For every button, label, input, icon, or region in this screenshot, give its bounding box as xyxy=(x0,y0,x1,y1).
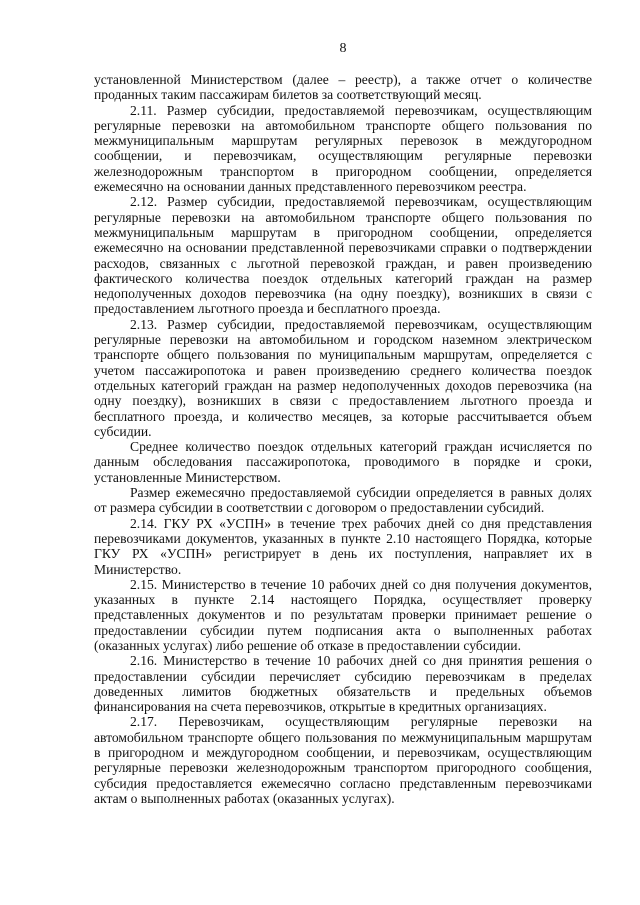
paragraph-2-17: 2.17. Перевозчикам, осуществляющим регулярные перевозки на автомобильном транспорте общего пользования по межмуниципальным маршрутам в пригородном и междугородном сообщении, и перевозчикам, осуществляющим регулярные перевозки железнодорожным транспортом пригородного сообщения, субсидия предоставляется ежемесячно согласно представленным перевозчиками актам о выполненных работах (оказанных услугах). xyxy=(94,714,592,806)
paragraph-2-15: 2.15. Министерство в течение 10 рабочих дней со дня получения документов, указанных в пункте 2.14 настоящего Порядка, осуществляет проверку представленных документов и по результатам проверки принимает решение о предоставлении субсидии путем подписания акта о выполненных работах (оказанных услугах) либо решение об отказе в предоставлении субсидии. xyxy=(94,576,592,653)
document-page xyxy=(94,40,592,806)
paragraph-2-16: 2.16. Министерство в течение 10 рабочих дней со дня принятия решения о предоставлении субсидии перечисляет субсидию перевозчикам в пределах доведенных лимитов бюджетных обязательств и предельных объемов финансирования на счета перевозчиков, открытые в кредитных организациях. xyxy=(94,653,592,715)
paragraph-average-trips: Среднее количество поездок отдельных категорий граждан исчисляется по данным обследования пассажиропотока, проводимого в порядке и сроки, установленные Министерством. xyxy=(94,439,592,485)
page-number: 8 xyxy=(339,41,347,56)
paragraph-2-12: 2.12. Размер субсидии, предоставляемой перевозчикам, осуществляющим регулярные перевозки на автомобильном транспорте общего пользования по межмуниципальным маршрутам в пригородном сообщении, определяется ежемесячно на основании представленной перевозчиками справки о подтверждении расходов, связанных с льготной перевозкой граждан, и равен произведению фактического количества поездок отдельных категорий граждан на размер недополученных доходов перевозчика (на одну поездку), возникших в связи с предоставлением льготного проезда и бесплатного проезда. xyxy=(94,194,592,317)
paragraph-2-13: 2.13. Размер субсидии, предоставляемой перевозчикам, осуществляющим регулярные перевозки на автомобильном и городском наземном электрическом транспорте общего пользования по муниципальным маршрутам, определяется с учетом пассажиропотока и равен произведению среднего количества поездок отдельных категорий граждан на размер недополученных доходов перевозчика (на одну поездку), возникших в связи с предоставлением льготного проезда и бесплатного проезда, и количество месяцев, за которые рассчитывается объем субсидии. xyxy=(94,316,592,439)
paragraph-2-14: 2.14. ГКУ РХ «УСПН» в течение трех рабочих дней со дня представления перевозчиками документов, указанных в пункте 2.10 настоящего Порядка, которые ГКУ РХ «УСПН» регистрирует в день их поступления, направляет их в Министерство. xyxy=(94,515,592,577)
paragraph-continuation: установленной Министерством (далее – реестр), а также отчет о количестве проданных таким пассажирам билетов за соответствующий месяц. xyxy=(94,72,592,103)
paragraph-monthly-subsidy: Размер ежемесячно предоставляемой субсидии определяется в равных долях от размера субсидии в соответствии с договором о предоставлении субсидий. xyxy=(94,485,592,516)
paragraph-2-11: 2.11. Размер субсидии, предоставляемой перевозчикам, осуществляющим регулярные перевозки на автомобильном транспорте общего пользования по межмуниципальным маршрутам регулярных перевозок в междугородном сообщении, и перевозчикам, осуществляющим регулярные перевозки железнодорожным транспортом в пригородном сообщении, определяется ежемесячно на основании данных представленного перевозчиком реестра. xyxy=(94,102,592,195)
